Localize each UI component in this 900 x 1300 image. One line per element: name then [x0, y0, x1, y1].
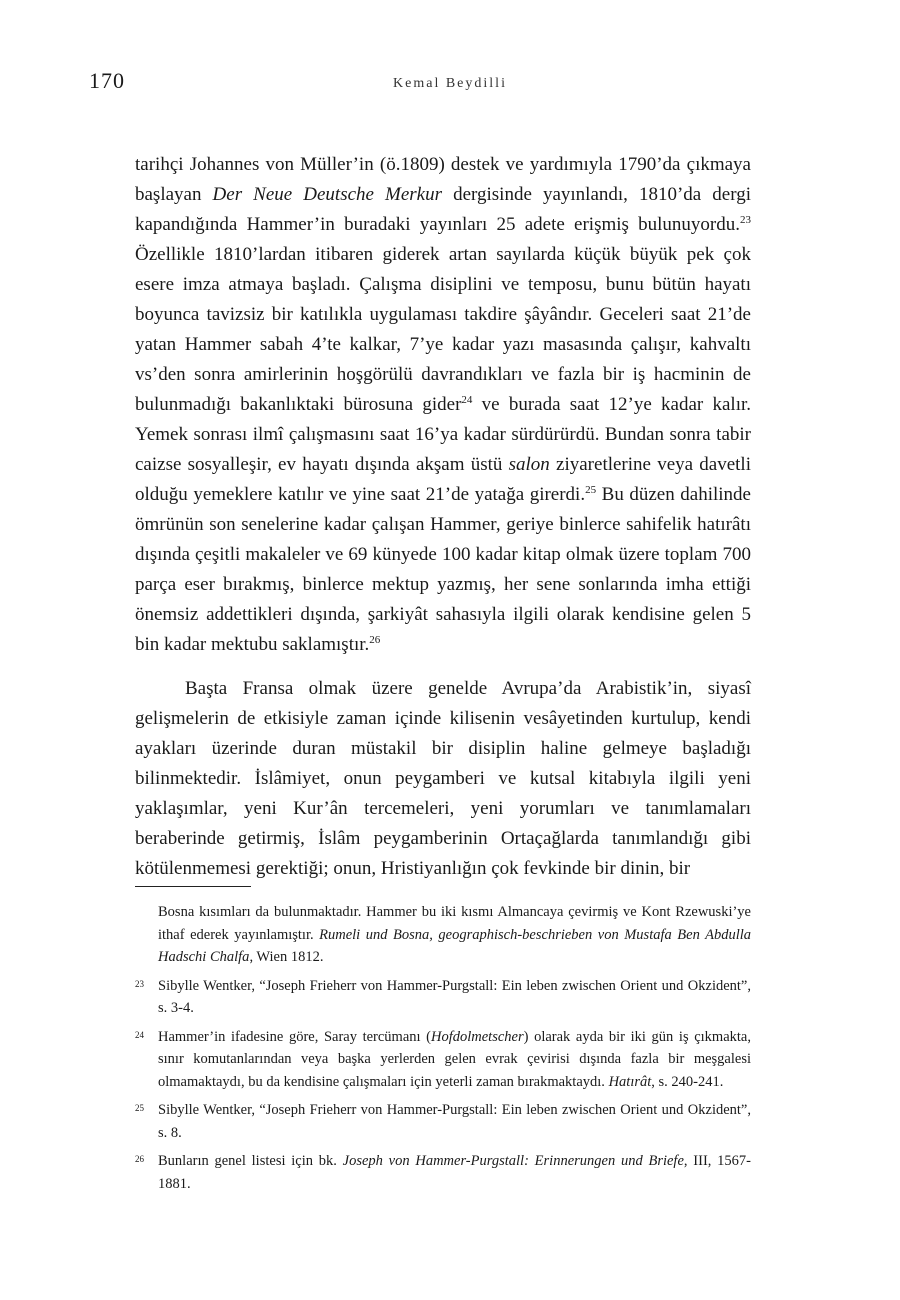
page-number: 170 [89, 68, 125, 93]
footnote-text [158, 1150, 751, 1195]
footnote-separator [135, 886, 251, 887]
footnote-text [158, 1026, 751, 1094]
fn-cont-text-2: , Wien 1812. [249, 949, 324, 965]
p1-italic-1: Der Neue Deutsche Merkur [212, 184, 443, 205]
footnotes [135, 901, 751, 1201]
p1-text-1: tarihçi Johannes von Müller’in (ö.1809) destek ve yardımıyla 1790’da çıkmaya başlayan [135, 154, 751, 205]
paragraph-2: Başta Fransa olmak üzere genelde Avrupa’da Arabistik’in, siyasî gelişmelerin de etkisiyle zaman içinde kilisenin vesâyetinden kurtulup, kendi ayakları üzerinde duran müstakil bir disiplin haline gelmeye başladığı bilinmektedir. İslâmiyet, onun peygamberi ve kutsal kitabıyla ilgili yeni yaklaşımlar, yeni Kur’ân tercemeleri, yeni yorumları ve tanımlamaları beraberinde getirmiş, İslâm peygamberinin Ortaçağlarda tanımlandığı gibi kötülenmemesi gerektiği; onun, Hristiyanlığın çok fevkinde bir dinin, bir [135, 678, 751, 879]
paragraph-1 [135, 150, 751, 660]
footnote-number: 24 [135, 1029, 144, 1040]
fn24-text-1: Hammer’in ifadesine göre, Saray tercümanı ( [158, 1028, 431, 1045]
footnote-number: 23 [135, 978, 144, 989]
footnote-23 [135, 975, 751, 1020]
fn24-text-3: , s. 240-241. [651, 1073, 724, 1090]
fn26-text-2: , III, 1567-1881. [158, 1153, 751, 1192]
p1-italic-2: salon [508, 454, 550, 475]
footnote-text: Sibylle Wentker, “Joseph Frieherr von Hammer-Purgstall: Ein leben zwischen Orient und Okzident”, s. 8. [158, 1102, 751, 1141]
p1-text-4: ve burada saat 12’ye kadar kalır. Yemek sonrası ilmî çalışmasını saat 16’ya kadar sürdürürdü. Bundan sonra tabir caizse sosyalleşir, ev hayatı dışında akşam üstü [135, 394, 751, 475]
footnote-26 [135, 1150, 751, 1195]
fn-cont-italic: Rumeli und Bosna, geographisch-beschrieben von Mustafa Ben Abdulla Hadschi Chalfa [158, 926, 752, 965]
fn24-text-2: ) olarak ayda bir iki gün iş çıkmakta, sınır komutanlarından veya başka yerlerden gelen evrak çevirisi dışında fazla bir meşgalesi olmamaktaydı, bu da kendisine çalışmaları için yeterli zaman bırakmaktaydı. [158, 1028, 751, 1090]
fn26-text-1: Bunların genel listesi için bk. [158, 1153, 343, 1169]
fn24-italic-1: Hofdolmetscher [431, 1028, 524, 1045]
footnote-ref-25[interactable]: 25 [585, 484, 597, 496]
p1-text-2: dergisinde yayınlandı, 1810’da dergi kapandığında Hammer’in buradaki yayınları 25 adete erişmiş bulunuyordu. [135, 184, 751, 235]
running-head: Kemal Beydilli [393, 76, 507, 91]
footnote-ref-24[interactable]: 24 [461, 394, 473, 406]
fn-cont-text-1: Bosna kısımları da bulunmaktadır. Hammer bu iki kısmı Almancaya çevirmiş ve Kont Rzewuski’ye ithaf ederek yayınlamıştır. [158, 904, 751, 943]
fn26-italic-1: Joseph von Hammer-Purgstall: Erinnerungen und Briefe [342, 1153, 684, 1169]
fn24-italic-2: Hatırât [608, 1073, 652, 1090]
p1-text-6: Bu düzen dahilinde ömrünün son senelerine kadar çalışan Hammer, geriye binlerce sahifelik hatırâtı dışında çeşitli makaleler ve 69 künyede 100 kadar kitap olmak üzere toplam 700 parça eser bırakmış, binlerce mektup yazmış, her sene sonlarında imha ettiği önemsiz addettikleri dışında, şarkiyât sahasıyla ilgili olarak kendisine gelen 5 bin kadar mektubu saklamıştır. [135, 484, 751, 655]
footnote-ref-26[interactable]: 26 [369, 634, 381, 646]
footnote-continuation [135, 901, 751, 969]
footnote-25 [135, 1099, 751, 1144]
footnote-number: 26 [135, 1154, 144, 1164]
footnote-24 [135, 1026, 751, 1094]
p1-text-5: ziyaretlerine veya davetli olduğu yemeklere katılır ve yine saat 21’de yatağa girerdi. [135, 454, 751, 505]
footnote-text: Sibylle Wentker, “Joseph Frieherr von Hammer-Purgstall: Ein leben zwischen Orient und Okzident”, s. 3-4. [158, 977, 751, 1016]
footnote-ref-23[interactable]: 23 [740, 214, 751, 226]
body-text [135, 150, 751, 884]
p1-text-3: Özellikle 1810’lardan itibaren giderek artan sayılarda küçük büyük pek çok esere imza atmaya başladı. Çalışma disiplini ve temposu, bunu bütün hayatı boyunca tavizsiz bir katılıkla uygulaması takdire şâyândır. Geceleri saat 21’de yatan Hammer sabah 4’te kalkar, 7’ye kadar yazı masasında çalışır, kahvaltı vs’den sonra amirlerinin hoşgörülü davrandıkları ve fazla bir iş hacminin de bulunmadığı bakanlıktaki bürosuna gider [135, 244, 751, 415]
footnote-number: 25 [135, 1103, 144, 1113]
